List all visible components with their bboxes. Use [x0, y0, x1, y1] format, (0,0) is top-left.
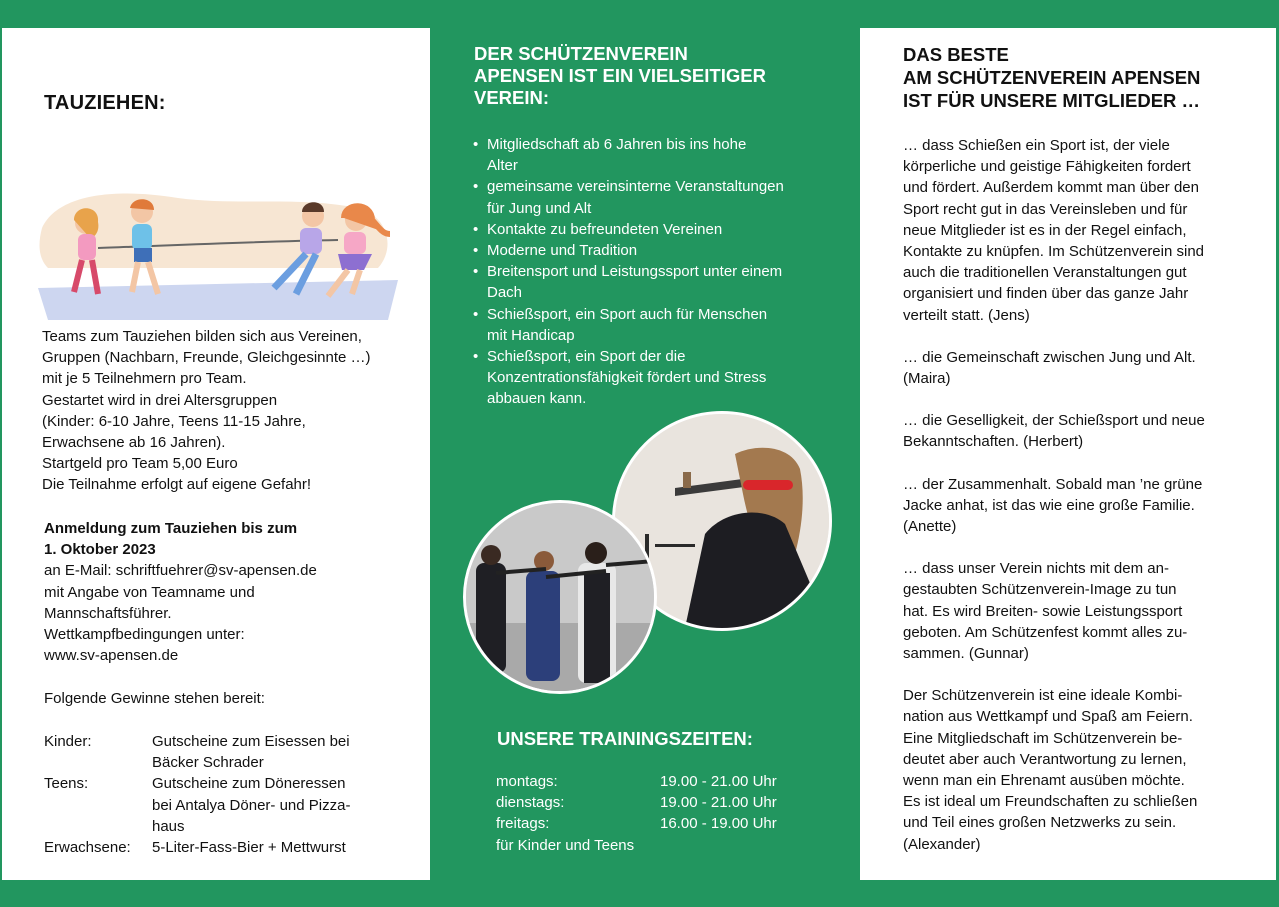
testimonial-line: … dass Schießen ein Sport ist, der viele: [903, 137, 1170, 154]
feature-item: [473, 261, 843, 303]
feature-line: • Mitgliedschaft ab 6 Jahren bis ins hohe: [487, 136, 747, 153]
right-heading-line: AM SCHÜTZENVEREIN APENSEN: [903, 67, 1201, 88]
intro-line: Gestartet wird in drei Altersgruppen: [42, 391, 278, 409]
feature-line: abbauen kann.: [487, 390, 587, 408]
registration-date: 1. Oktober 2023: [44, 541, 156, 559]
registration-deadline: Anmeldung zum Tauziehen bis zum: [44, 520, 298, 537]
testimonial-paragraph: [903, 685, 1268, 855]
testimonial-line: … dass unser Verein nichts mit dem an-: [903, 560, 1169, 578]
testimonial-line: nation aus Wettkampf und Spaß am Feiern.: [903, 708, 1193, 726]
feature-line: • gemeinsame vereinsinterne Veranstaltungen: [487, 178, 784, 196]
intro-line: Startgeld pro Team 5,00 Euro: [42, 455, 238, 473]
feature-line: • Schießsport, ein Sport der die: [487, 348, 686, 366]
testimonial-line: (Alexander): [903, 835, 981, 853]
feature-item: [473, 304, 843, 346]
prize-text: Gutscheine zum Döneressen: [152, 775, 346, 793]
testimonial-line: deutet aber auch Verantwortung zu lernen,: [903, 750, 1187, 768]
intro-line: Erwachsene ab 16 Jahren).: [42, 434, 226, 452]
testimonial-line: … der Zusammenhalt. Sobald man ’ne grüne: [903, 475, 1203, 493]
testimonial-line: neue Mitglieder ist es in der Regel einfach,: [903, 221, 1187, 239]
training-heading: UNSERE TRAININGSZEITEN:: [497, 728, 753, 749]
training-day: dienstags:: [496, 794, 565, 812]
testimonial-line: Kontakte zu knüpfen. Im Schützenverein sind: [903, 243, 1205, 261]
prize-text: Gutscheine zum Eisessen bei: [152, 733, 350, 750]
prize-group: Teens:: [44, 775, 89, 793]
testimonial-paragraph: [903, 558, 1268, 664]
middle-heading-line: VEREIN:: [474, 87, 550, 108]
intro-text: [42, 326, 422, 496]
prize-row: [44, 773, 424, 837]
testimonial-paragraph: [903, 347, 1268, 389]
testimonial-line: wenn man ein Ehrenamt ausüben möchte.: [903, 772, 1185, 790]
testimonial-paragraph: [903, 474, 1268, 538]
registration-line: Wettkampfbedingungen unter:: [44, 626, 245, 644]
testimonial-line: Sport recht gut in das Vereinsleben und für: [903, 200, 1188, 218]
intro-line: Die Teilnahme erfolgt auf eigene Gefahr!: [42, 476, 312, 494]
right-panel: [860, 28, 1276, 880]
feature-line: Dach: [487, 284, 523, 302]
training-day: montags:: [496, 773, 558, 790]
testimonial-line: Der Schützenverein ist eine ideale Kombi-: [903, 687, 1183, 705]
feature-item: [473, 134, 843, 176]
registration-website: www.sv-apensen.de: [44, 647, 179, 665]
left-heading: TAUZIEHEN:: [44, 92, 166, 114]
feature-line: Konzentrationsfähigkeit fördert und Stress: [487, 369, 767, 387]
testimonial-line: hat. Es wird Breiten- sowie Leistungssport: [903, 602, 1183, 620]
shooters-photo-group: [463, 500, 657, 694]
testimonials: [903, 135, 1268, 855]
middle-heading: [474, 43, 844, 109]
prizes-table: [44, 731, 424, 858]
training-row: [496, 792, 816, 813]
training-row: [496, 771, 816, 792]
feature-line: • Kontakte zu befreundeten Vereinen: [487, 220, 723, 238]
prizes-intro: Folgende Gewinne stehen bereit:: [44, 690, 265, 707]
training-time: 19.00 - 21.00 Uhr: [660, 794, 777, 812]
feature-item: [473, 346, 843, 410]
testimonial-line: (Maira): [903, 370, 951, 388]
testimonial-line: und Teil eines großen Netzwerks zu sein.: [903, 814, 1177, 832]
feature-item: [473, 176, 843, 218]
registration-line: mit Angabe von Teamname und: [44, 583, 255, 601]
feature-line: • Breitensport und Leistungssport unter einem: [487, 263, 783, 281]
right-heading-line: IST FÜR UNSERE MITGLIEDER …: [903, 90, 1201, 111]
features-list: [473, 134, 843, 410]
intro-line: (Kinder: 6-10 Jahre, Teens 11-15 Jahre,: [42, 412, 306, 430]
prize-text: 5-Liter-Fass-Bier + Mettwurst: [152, 839, 346, 857]
prize-group: Kinder:: [44, 733, 92, 750]
testimonial-line: verteilt statt. (Jens): [903, 306, 1030, 324]
prize-text: bei Antalya Döner- und Pizza-: [152, 796, 351, 814]
middle-heading-line: APENSEN IST EIN VIELSEITIGER: [474, 65, 766, 86]
training-time: 19.00 - 21.00 Uhr: [660, 773, 777, 790]
feature-item: [473, 219, 843, 240]
testimonial-line: Es ist ideal um Freundschaften zu schließen: [903, 793, 1198, 811]
training-note: für Kinder und Teens: [496, 836, 635, 854]
prize-text: Bäcker Schrader: [152, 754, 264, 772]
registration-line: Mannschaftsführer.: [44, 604, 172, 622]
testimonial-line: … die Gemeinschaft zwischen Jung und Alt.: [903, 348, 1196, 366]
testimonial-line: auch die traditionellen Veranstaltungen gut: [903, 264, 1187, 282]
left-panel: [2, 28, 430, 880]
right-heading-line: DAS BESTE: [903, 44, 1009, 65]
registration-block: [44, 518, 424, 666]
intro-line: mit je 5 Teilnehmern pro Team.: [42, 370, 247, 388]
testimonial-line: Jacke anhat, ist das wie eine große Familie.: [903, 496, 1195, 514]
testimonial-line: Eine Mitgliedschaft im Schützenverein be-: [903, 729, 1183, 747]
shooting-range-image: [466, 503, 654, 691]
testimonial-line: Bekanntschaften. (Herbert): [903, 433, 1084, 451]
prize-row: [44, 837, 424, 858]
middle-heading-line: DER SCHÜTZENVEREIN: [474, 43, 688, 64]
testimonial-line: geboten. Am Schützenfest kommt alles zu-: [903, 623, 1188, 641]
right-heading: [903, 43, 1200, 112]
registration-email: an E-Mail: schriftfuehrer@sv-apensen.de: [44, 562, 317, 580]
prize-text: haus: [152, 817, 185, 835]
feature-line: Alter: [487, 157, 518, 175]
training-time: 16.00 - 19.00 Uhr: [660, 815, 777, 833]
testimonial-paragraph: [903, 135, 1268, 326]
testimonial-line: … die Geselligkeit, der Schießsport und neue: [903, 412, 1205, 430]
feature-line: mit Handicap: [487, 326, 575, 344]
feature-line: für Jung und Alt: [487, 199, 592, 217]
prize-row: [44, 731, 424, 773]
intro-line: Teams zum Tauziehen bilden sich aus Vereinen,: [42, 328, 362, 345]
prize-group: Erwachsene:: [44, 839, 131, 857]
intro-line: Gruppen (Nachbarn, Freunde, Gleichgesinnte …): [42, 349, 371, 367]
testimonial-paragraph: [903, 410, 1268, 452]
training-row: [496, 813, 816, 834]
testimonial-line: und fördert. Außerdem kommt man über den: [903, 179, 1199, 197]
training-day: freitags:: [496, 815, 550, 833]
feature-line: • Schießsport, ein Sport auch für Menschen: [487, 305, 768, 323]
testimonial-line: organisiert und finden über das ganze Jahr: [903, 285, 1189, 303]
testimonial-line: (Anette): [903, 518, 957, 536]
feature-item: [473, 240, 843, 261]
tug-of-war-illustration: [38, 168, 398, 328]
testimonial-line: gestaubten Schützenverein-Image zu tun: [903, 581, 1177, 599]
feature-line: • Moderne und Tradition: [487, 242, 638, 260]
testimonial-line: sammen. (Gunnar): [903, 645, 1029, 663]
training-times: [496, 771, 816, 856]
testimonial-line: körperliche und geistige Fähigkeiten fordert: [903, 158, 1191, 176]
